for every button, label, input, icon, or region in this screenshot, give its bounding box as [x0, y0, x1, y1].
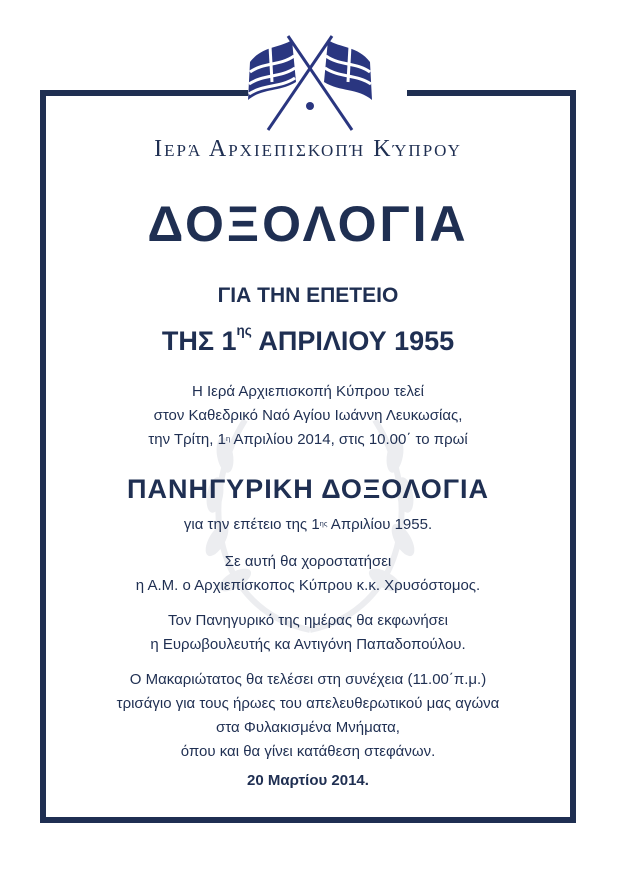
ordinal-suffix: ης	[319, 518, 328, 528]
ordinal-suffix: η	[225, 433, 231, 443]
frame-right	[570, 90, 576, 823]
trisagion-line-1: Ο Μακαριώτατος θα τελέσει στη συνέχεια (11.00΄π.μ.)	[129, 671, 487, 688]
event-title: ΠΑΝΗΓΥΡΙΚΗ ΔΟΞΟΛΟΓΙΑ	[126, 474, 490, 504]
event-occasion: για την επέτειο της $1^{\eta\varsigma}$ Απριλίου 1955.	[183, 516, 433, 533]
frame-bottom	[40, 817, 576, 823]
intro-line-3: την Τρίτη, $1^\eta$ Απριλίου 2014, στις 10.00΄ το πρωί	[148, 431, 468, 448]
intro-paragraph	[46, 380, 570, 452]
trisagion-line-2: τρισάγιο για τους ήρωες του απελευθερωτικού μας αγώνα	[116, 695, 500, 712]
trisagion-line-4: όπου και θα γίνει κατάθεση στεφάνων.	[180, 743, 436, 760]
presiding-line-2: η Α.Μ. ο Αρχιεπίσκοπος Κύπρου κ.κ. Χρυσόστομος.	[135, 577, 481, 594]
frame-top-right	[407, 90, 576, 96]
speech-paragraph	[46, 609, 570, 657]
trisagion-paragraph	[46, 668, 570, 764]
speech-line-2: η Ευρωβουλευτής κα Αντιγόνη Παπαδοπούλου.	[150, 636, 466, 653]
intro-line-2: στον Καθεδρικό Ναό Αγίου Ιωάννη Λευκωσίας,	[153, 407, 463, 424]
intro-line-1: Η Ιερά Αρχιεπισκοπή Κύπρου τελεί	[191, 383, 424, 400]
speech-line-1: Τον Πανηγυρικό της ημέρας θα εκφωνήσει	[168, 612, 448, 629]
document-date: 20 Μαρτίου 2014.	[247, 772, 369, 789]
presiding-paragraph	[46, 550, 570, 598]
organization-name: Ιερά Αρχιεπισκοπή Κύπρου	[154, 136, 462, 162]
subtitle-line-1: ΓΙΑ ΤΗΝ ΕΠΕΤΕΙΟ	[217, 284, 399, 307]
trisagion-line-3: στα Φυλακισμένα Μνήματα,	[216, 719, 400, 736]
ordinal-suffix: ης	[236, 323, 252, 339]
page-title: ΔΟΞΟΛΟΓΙΑ	[147, 196, 469, 252]
crossed-greek-flags-icon	[240, 32, 380, 132]
subtitle-line-2: ΤΗΣ $1^{\eta\varsigma}$ ΑΠΡΙΛΙΟΥ 1955	[161, 323, 455, 356]
frame-top-left	[40, 90, 248, 96]
presiding-line-1: Σε αυτή θα χοροστατήσει	[224, 553, 392, 570]
